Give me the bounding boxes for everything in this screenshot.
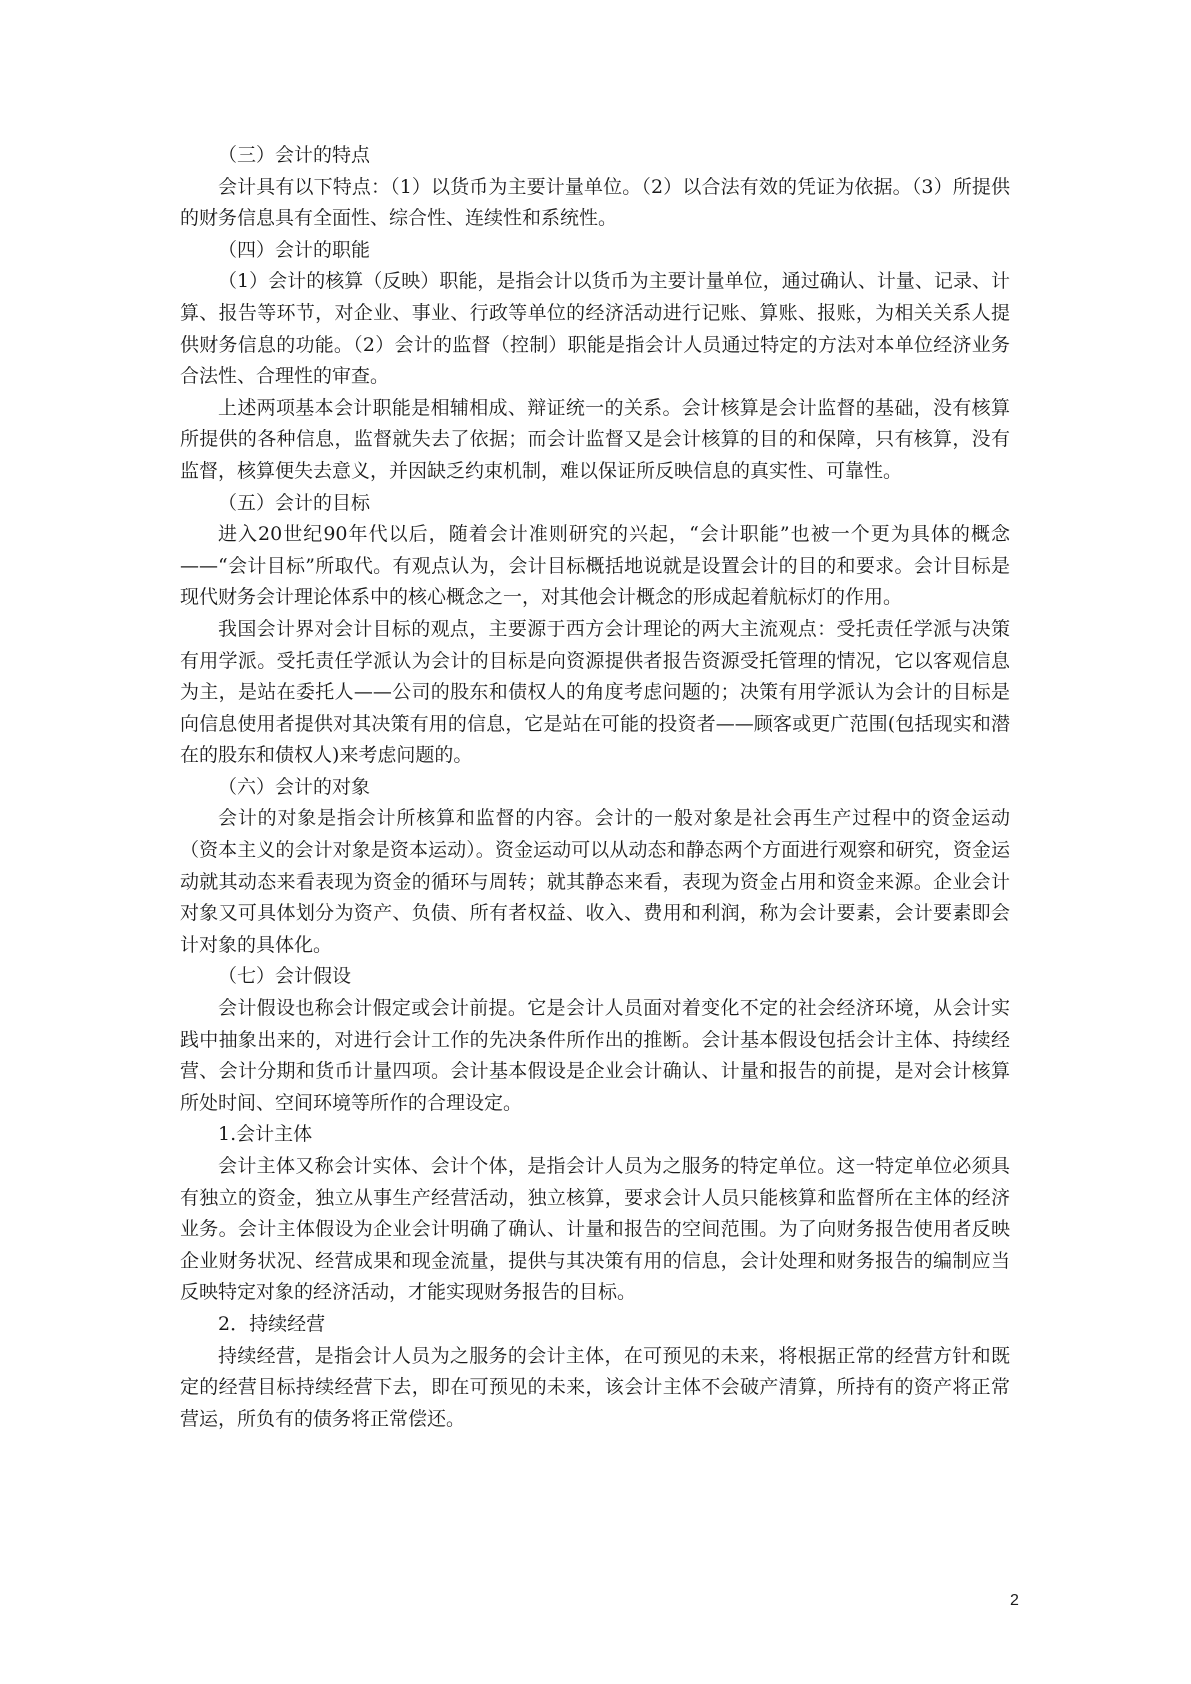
section-heading: （六）会计的对象: [218, 775, 371, 798]
subsection-heading: 1.会计主体: [218, 1123, 313, 1146]
paragraph: 我国会计界对会计目标的观点，主要源于西方会计理论的两大主流观点：受托责任学派与决策有用学派。受托责任学派认为会计的目标是向资源提供者报告资源受托管理的情况，它以客观信息为主，是站在委托人——公司的股东和债权人的角度考虑问题的；决策有用学派认为会计的目标是向信息使用者提供对其决策有用的信息，它是站在可能的投资者——顾客或更广范围(包括现实和潜在的股东和债权人)来考虑问题的。: [180, 617, 1010, 767]
document-body: [180, 140, 1010, 1435]
paragraph: 上述两项基本会计职能是相辅相成、辩证统一的关系。会计核算是会计监督的基础，没有核算所提供的各种信息，监督就失去了依据；而会计监督又是会计核算的目的和保障，只有核算，没有监督，核算便失去意义，并因缺乏约束机制，难以保证所反映信息的真实性、可靠性。: [180, 396, 1010, 482]
section-heading: （四）会计的职能: [218, 238, 371, 261]
section-heading: （五）会计的目标: [218, 491, 371, 514]
paragraph: 持续经营，是指会计人员为之服务的会计主体，在可预见的未来，将根据正常的经营方针和既定的经营目标持续经营下去，即在可预见的未来，该会计主体不会破产清算，所持有的资产将正常营运，所负有的债务将正常偿还。: [180, 1344, 1010, 1430]
paragraph: 进入20世纪90年代以后，随着会计准则研究的兴起，“会计职能”也被一个更为具体的概念——“会计目标”所取代。有观点认为，会计目标概括地说就是设置会计的目的和要求。会计目标是现代财务会计理论体系中的核心概念之一，对其他会计概念的形成起着航标灯的作用。: [180, 523, 1010, 609]
section-heading: （七）会计假设: [218, 965, 352, 988]
subsection-heading: 2．持续经营: [218, 1312, 326, 1335]
paragraph: 会计的对象是指会计所核算和监督的内容。会计的一般对象是社会再生产过程中的资金运动（资本主义的会计对象是资本运动）。资金运动可以从动态和静态两个方面进行观察和研究，资金运动就其动态来看表现为资金的循环与周转；就其静态来看，表现为资金占用和资金来源。企业会计对象又可具体划分为资产、负债、所有者权益、收入、费用和利润，称为会计要素，会计要素即会计对象的具体化。: [180, 807, 1010, 956]
paragraph: （1）会计的核算（反映）职能，是指会计以货币为主要计量单位，通过确认、计量、记录、计算、报告等环节，对企业、事业、行政等单位的经济活动进行记账、算账、报账，为相关关系人提供财务信息的功能。（2）会计的监督（控制）职能是指会计人员通过特定的方法对本单位经济业务合法性、合理性的审查。: [180, 270, 1010, 388]
paragraph: 会计假设也称会计假定或会计前提。它是会计人员面对着变化不定的社会经济环境，从会计实践中抽象出来的，对进行会计工作的先决条件所作出的推断。会计基本假设包括会计主体、持续经营、会计分期和货币计量四项。会计基本假设是企业会计确认、计量和报告的前提，是对会计核算所处时间、空间环境等所作的合理设定。: [180, 997, 1010, 1114]
section-heading: （三）会计的特点: [218, 144, 371, 166]
paragraph: 会计具有以下特点：（1）以货币为主要计量单位。（2）以合法有效的凭证为依据。（3）所提供的财务信息具有全面性、综合性、连续性和系统性。: [180, 175, 1010, 230]
paragraph: 会计主体又称会计实体、会计个体，是指会计人员为之服务的特定单位。这一特定单位必须具有独立的资金，独立从事生产经营活动，独立核算，要求会计人员只能核算和监督所在主体的经济业务。会计主体假设为企业会计明确了确认、计量和报告的空间范围。为了向财务报告使用者反映企业财务状况、经营成果和现金流量，提供与其决策有用的信息，会计处理和财务报告的编制应当反映特定对象的经济活动，才能实现财务报告的目标。: [180, 1155, 1010, 1304]
page-number: 2: [1010, 1592, 1019, 1609]
